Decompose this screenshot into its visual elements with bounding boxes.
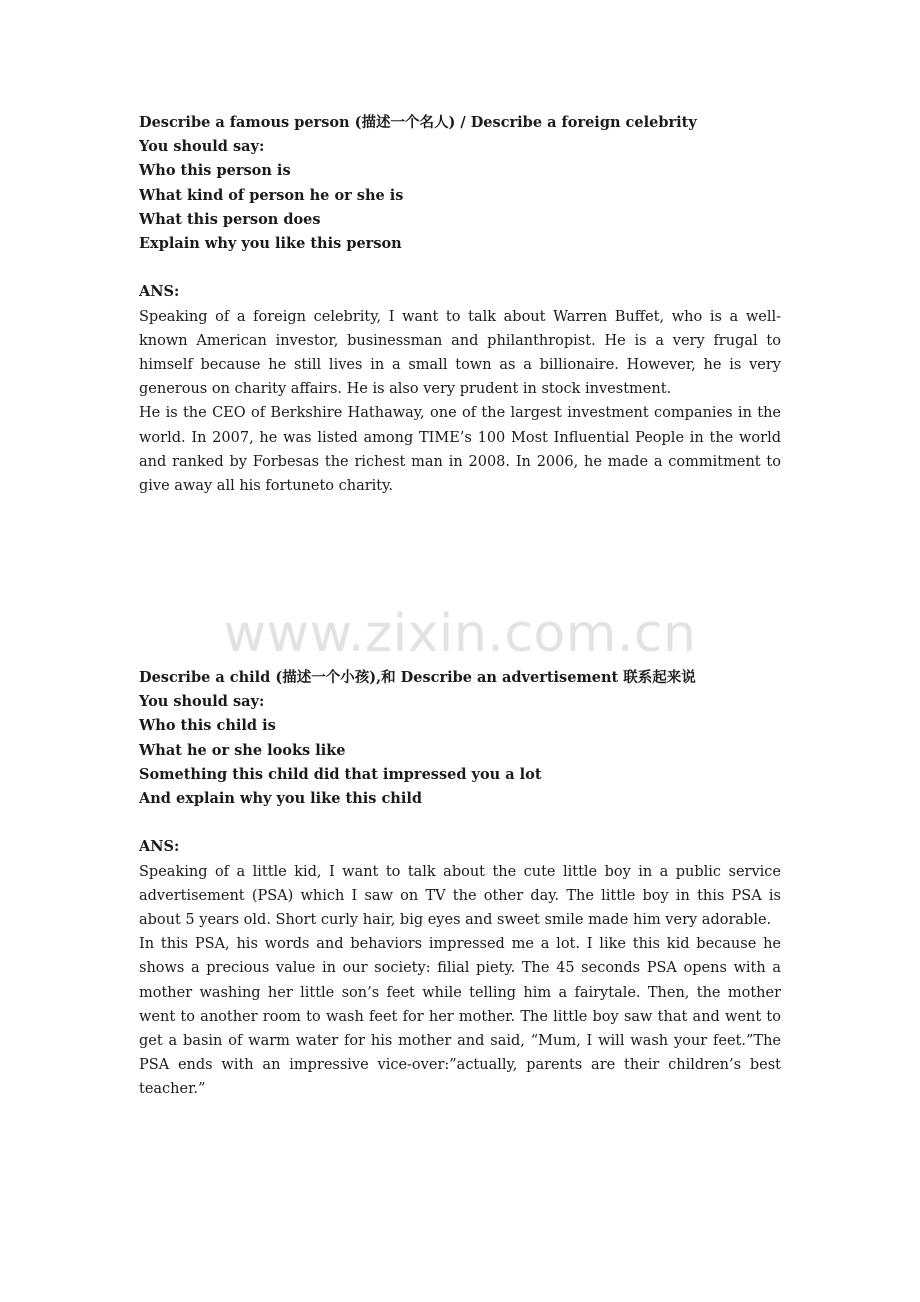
spacer <box>139 256 781 280</box>
answer-paragraph: In this PSA, his words and behaviors impressed me a lot. I like this kid because he shows a precious value in our society: filial piety. The 45 seconds PSA opens with a mother washing her little son’s feet while telling him a fairytale. Then, the mother went to another room to wash feet for her mother. The little boy saw that and went to get a basin of warm water for his mother and said, “Mum, I will wash your feet.”The PSA ends with an impressive vice-over:”actually, parents are their children’s best teacher.” <box>139 936 781 1098</box>
prompt-item: What kind of person he or she is <box>139 186 404 204</box>
answer-paragraph: He is the CEO of Berkshire Hathaway, one of the largest investment companies in the world. In 2007, he was listed among TIME’s 100 Most Influential People in the world and ranked by Forbesas the richest man in 2008. In 2006, he made a commitment to give away all his fortuneto charity. <box>139 405 781 494</box>
prompt-item: Who this child is <box>139 717 276 735</box>
prompt-item: Who this person is <box>139 162 291 180</box>
answer-paragraph: Speaking of a little kid, I want to talk about the cute little boy in a public service advertisement (PSA) which I saw on TV the other day. The little boy in this PSA is about 5 years old. Short curly hair, big eyes and sweet smile made him very adorable. <box>139 863 781 928</box>
prompt-label: You should say: <box>139 138 265 156</box>
prompt-item: What he or she looks like <box>139 741 346 759</box>
prompt-item: Explain why you like this person <box>139 234 402 252</box>
section-title: Describe a child (描述一个小孩),和 Describe an advertisement 联系起来说 <box>139 669 696 686</box>
section-title: Describe a famous person (描述一个名人) / Describe a foreign celebrity <box>139 114 697 131</box>
answer-paragraph: Speaking of a foreign celebrity, I want to talk about Warren Buffet, who is a well-known American investor, businessman and philanthropist. He is a very frugal to himself because he still lives in a small town as a billionaire. However, he is very generous on charity affairs. He is also very prudent in stock investment. <box>139 308 781 398</box>
answer-label: ANS: <box>139 838 180 856</box>
prompt-item: What this person does <box>139 210 321 228</box>
watermark-text: www.zixin.com.cn <box>223 604 697 664</box>
prompt-item: And explain why you like this child <box>139 789 422 807</box>
answer-label: ANS: <box>139 283 180 301</box>
section-famous-person <box>139 111 781 498</box>
prompt-item: Something this child did that impressed you a lot <box>139 765 542 783</box>
section-child-advertisement <box>139 666 781 1102</box>
spacer <box>139 811 781 835</box>
prompt-label: You should say: <box>139 693 265 711</box>
